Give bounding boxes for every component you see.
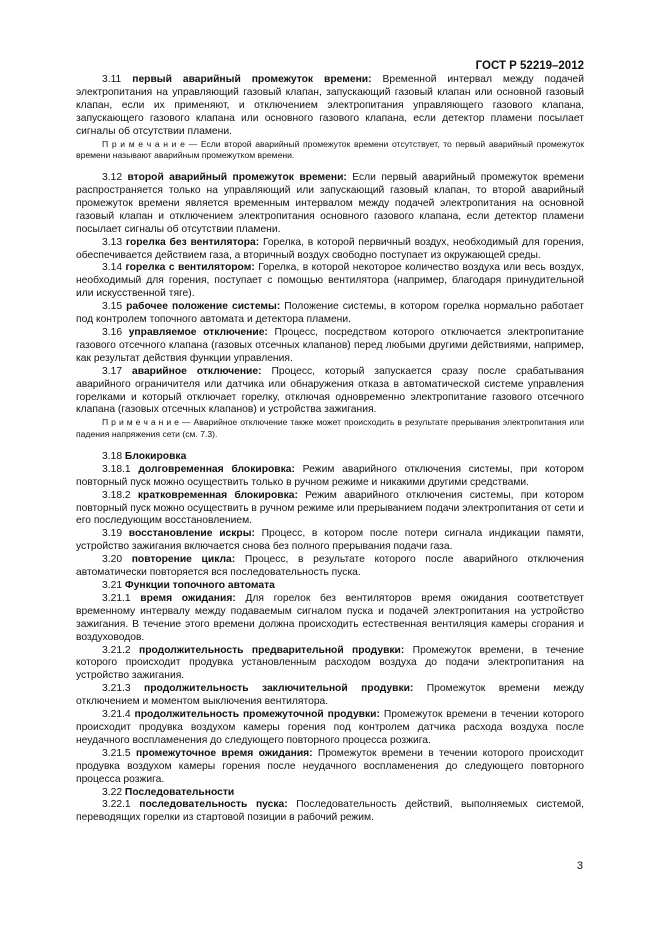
clause-number: 3.13 xyxy=(102,236,123,248)
term-paragraph xyxy=(76,645,584,684)
clause-number: 3.16 xyxy=(102,327,123,338)
term-paragraph xyxy=(76,74,584,139)
term-heading: кратковременная блокировка: xyxy=(137,489,298,501)
document-body xyxy=(76,74,584,825)
term-paragraph xyxy=(76,490,584,529)
definition-text: Горелка, в которой некоторое количество воздуха или весь воздух, необходимый для горения, поступает с помощью вентилятора (например, благодаря принудительной или искусственной тяге). xyxy=(76,262,584,300)
definition-text: Последовательность действий, выполняемых системой, переводящих горелки из стартовой позиции в рабочий режим. xyxy=(76,799,584,824)
term-paragraph xyxy=(76,366,584,418)
clause-number: 3.21.2 xyxy=(102,644,131,656)
definition-text: Процесс, посредством которого отключается электропитание газового отсечного клапана (газовых отсечных клапанов) перед любыми другими действиями, например, как результат действия функции управления. xyxy=(76,327,584,364)
document-standard-id: ГОСТ Р 52219–2012 xyxy=(475,60,584,72)
term-paragraph xyxy=(76,709,584,748)
term-paragraph xyxy=(76,787,584,800)
clause-number: 3.22 xyxy=(102,786,123,798)
term-heading: продолжительность промежуточной продувки: xyxy=(134,709,380,721)
note-text: — Если второй аварийный промежуток времени отсутствует, то первый аварийный промежуток времени называют аварийным промежутком времени. xyxy=(76,138,584,160)
term-paragraph xyxy=(76,683,584,709)
section-spacer xyxy=(76,161,584,172)
definition-text: Промежуток времени между отключением и моментом выключения вентилятора. xyxy=(76,683,584,708)
term-paragraph xyxy=(76,580,584,593)
term-heading: повторение цикла: xyxy=(131,554,236,566)
section-spacer xyxy=(76,440,584,451)
definition-text: Промежуток времени в течении которого происходит продувка воздухом камеры горения под контролем датчика расхода воздуха после неудачного воспламенения до следующего повторного процесса розжига. xyxy=(76,709,584,746)
clause-number: 3.15 xyxy=(102,301,123,313)
clause-number: 3.12 xyxy=(102,172,123,184)
definition-text: Если первый аварийный промежуток времени распространяется только на управляющий или запускающий газовый клапан, то второй аварийный промежуток времени является временным интервалом между подачей электропитания на основной газовый клапан и отключением электропитания основного газового клапана, если детектор пламени посылает сигналы об отсутствии пламени. xyxy=(76,172,584,235)
definition-text: Временной интервал между подачей электропитания на управляющий газовый клапан, запускающий газовый клапан или основной газовый клапан, если их применяют, и отключением электропитания управляющего газового клапана, запускающего газового клапана или основного газового клапана, если детектор пламени посылает сигналы об отсутствии пламени. xyxy=(76,74,584,137)
term-paragraph xyxy=(76,237,584,263)
definition-text: Режим аварийного отключения системы, при котором повторный пуск можно осуществить только в ручном режиме и никакими другими средствами. xyxy=(76,463,584,488)
term-heading: аварийное отключение: xyxy=(132,365,262,377)
clause-number: 3.18.1 xyxy=(102,463,131,475)
term-paragraph xyxy=(76,554,584,580)
clause-number: 3.18 xyxy=(102,450,123,462)
clause-number: 3.14 xyxy=(102,262,123,274)
term-paragraph xyxy=(76,799,584,825)
term-paragraph xyxy=(76,262,584,301)
term-paragraph xyxy=(76,464,584,490)
clause-number: 3.21.4 xyxy=(102,709,131,721)
term-heading: горелка с вентилятором: xyxy=(125,262,255,274)
term-paragraph xyxy=(76,451,584,464)
term-paragraph xyxy=(76,593,584,645)
definition-text: Горелка, в которой первичный воздух, необходимый для горения, обеспечивается действием газа, а вторичный воздух свободно поступает из окружающей среды. xyxy=(76,236,584,261)
term-paragraph xyxy=(76,327,584,366)
term-heading: первый аварийный промежуток времени: xyxy=(132,74,372,85)
definition-text: Положение системы, в котором горелка нормально работает под контролем топочного автомата и детектора пламени. xyxy=(76,301,584,326)
term-paragraph xyxy=(76,528,584,554)
term-heading: промежуточное время ожидания: xyxy=(135,747,313,759)
term-heading: Функции топочного автомата xyxy=(124,580,275,591)
clause-number: 3.21.1 xyxy=(102,592,131,604)
term-heading: горелка без вентилятора: xyxy=(125,236,260,248)
term-heading: управляемое отключение: xyxy=(128,327,268,338)
definition-text: Промежуток времени в течении которого происходит продувка воздухом камеры горения после неудачного воспламенения до следующего повторного процесса розжига. xyxy=(76,747,584,785)
term-paragraph xyxy=(76,301,584,327)
clause-number: 3.21.5 xyxy=(102,747,131,759)
note-paragraph xyxy=(76,139,584,162)
term-heading: долговременная блокировка: xyxy=(138,463,295,475)
definition-text: Промежуток времени, в течение которого происходит продувка установленным расходом воздуха до подачи электропитания на устройство зажигания. xyxy=(76,644,584,682)
clause-number: 3.19 xyxy=(102,528,123,540)
term-paragraph xyxy=(76,172,584,237)
term-heading: второй аварийный промежуток времени: xyxy=(127,172,347,184)
clause-number: 3.11 xyxy=(102,74,122,85)
note-label: П р и м е ч а н и е xyxy=(102,138,185,149)
clause-number: 3.21 xyxy=(102,580,123,591)
clause-number: 3.17 xyxy=(102,365,123,377)
definition-text: Режим аварийного отключения системы, при котором повторный пуск можно осуществить в ручном режиме или прерыванием подачи электропитания от сети и его последующим восстановлением. xyxy=(76,489,584,527)
definition-text: Процесс, в результате которого после аварийного отключения автоматически повторяется вся последовательность пуска. xyxy=(76,554,584,579)
term-heading: последовательность пуска: xyxy=(139,799,288,811)
definition-text: Процесс, который запускается сразу после срабатывания аварийного ограничителя или датчика или обнаружения отказа в автоматической системе управления горелками и который отключает горелку, отключая одновременно электропитание газового отсечного клапана (газовых отсечных клапанов) и устройства зажигания. xyxy=(76,365,584,416)
note-paragraph xyxy=(76,417,584,440)
definition-text: Процесс, в котором после потери сигнала индикации памяти, устройство зажигания включается снова без полного прерывания подачи газа. xyxy=(76,528,584,553)
term-heading: Последовательности xyxy=(124,786,235,798)
clause-number: 3.20 xyxy=(102,554,123,566)
clause-number: 3.18.2 xyxy=(102,489,131,501)
term-heading: Блокировка xyxy=(124,450,187,462)
term-heading: рабочее положение системы: xyxy=(126,301,281,313)
term-heading: продолжительность предварительной продувки: xyxy=(139,644,405,656)
term-heading: время ожидания: xyxy=(140,592,236,604)
definition-text: Для горелок без вентиляторов время ожидания соответствует временному интервалу между подаваемым сигналом пуска и подачей электропитания на устройство зажигания. В течение этого времени должна происходить естественная вентиляция камеры сгорания и воздуховодов. xyxy=(76,592,584,643)
page-number: 3 xyxy=(576,860,583,872)
term-heading: восстановление искры: xyxy=(128,528,255,540)
term-paragraph xyxy=(76,748,584,787)
note-text: — Аварийное отключение также может происходить в результате прерывания электропитания или падения напряжения сети (см. 7.3). xyxy=(76,417,584,439)
term-heading: продолжительность заключительной продувки: xyxy=(144,683,414,695)
clause-number: 3.21.3 xyxy=(102,683,131,695)
clause-number: 3.22.1 xyxy=(102,799,131,811)
note-label: П р и м е ч а н и е xyxy=(102,417,179,428)
